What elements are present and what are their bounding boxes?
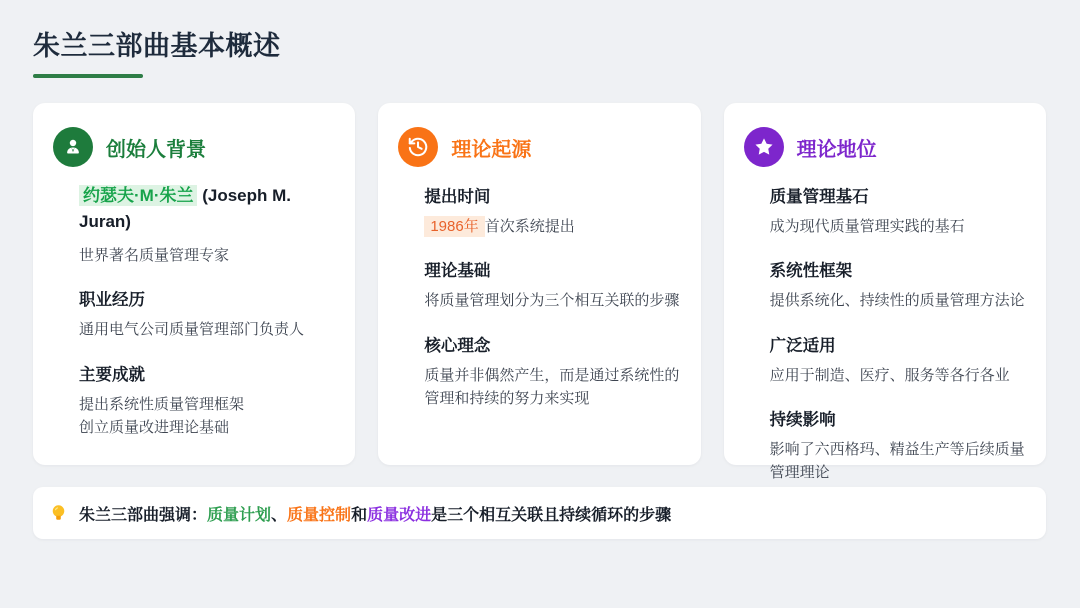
- card-theory-origin: [378, 103, 700, 465]
- card-header: [398, 127, 680, 167]
- section-line: 提供系统化、持续性的质量管理方法论: [769, 292, 1025, 310]
- section-line: 提出系统性质量管理框架: [79, 395, 245, 413]
- year-highlight: 1986年: [424, 216, 484, 237]
- card-title: 理论地位: [796, 138, 877, 161]
- card-theory-status: [724, 103, 1046, 481]
- title-underline: [33, 74, 143, 78]
- section-line: [424, 215, 680, 238]
- footer-suffix: 是三个相互关联且持续循环的步骤: [431, 506, 672, 524]
- card-founder-background: [33, 103, 355, 465]
- section-line: 影响了六西格玛、精益生产等后续质量管理理论: [769, 440, 1025, 481]
- founder-name-highlight: 约瑟夫·M·朱兰: [79, 185, 197, 206]
- section-line: 通用电气公司质量管理部门负责人: [79, 321, 305, 339]
- card-title: 理论起源: [451, 138, 532, 161]
- page-title: 朱兰三部曲基本概述: [33, 31, 281, 61]
- footer-note-bar: [33, 487, 1046, 539]
- footer-term-quality-planning: 质量计划: [207, 506, 272, 524]
- section-heading: 提出时间: [424, 188, 491, 206]
- section-line: 成为现代质量管理实践的基石: [769, 218, 965, 235]
- section-heading: 持续影响: [769, 410, 836, 429]
- footer-prefix: 朱兰三部曲强调：: [79, 506, 208, 524]
- founder-name-line: [79, 183, 335, 234]
- footer-term-quality-improvement: 质量改进: [367, 506, 432, 524]
- year-after-text: 首次系统提出: [484, 218, 575, 235]
- footer-separator: 、: [271, 506, 288, 524]
- card-body: [79, 183, 335, 439]
- footer-conjunction: 和: [351, 506, 368, 524]
- section-heading: 质量管理基石: [769, 188, 869, 206]
- section-line: 创立质量改进理论基础: [79, 418, 230, 436]
- cards-row: [33, 103, 1046, 481]
- card-body: [770, 183, 1026, 484]
- history-icon: [398, 127, 438, 167]
- person-icon: [53, 127, 93, 167]
- section-line: 质量并非偶然产生，而是通过系统性的管理和持续的努力来实现: [424, 366, 680, 407]
- section-heading: 核心理念: [424, 336, 491, 355]
- footer-term-quality-control: 质量控制: [287, 506, 352, 524]
- section-line: 将质量管理划分为三个相互关联的步骤: [424, 292, 680, 310]
- card-header: [744, 127, 1026, 167]
- section-heading: 职业经历: [79, 291, 145, 310]
- footer-text: [79, 502, 671, 525]
- card-body: [424, 183, 680, 410]
- section-heading: 广泛适用: [769, 336, 836, 355]
- section-line: 应用于制造、医疗、服务等各行各业: [769, 366, 1010, 384]
- section-heading: 主要成就: [79, 365, 145, 384]
- star-icon: [744, 127, 784, 167]
- lightbulb-icon: [48, 503, 69, 524]
- section-heading: 系统性框架: [769, 262, 853, 281]
- card-title: 创始人背景: [106, 138, 206, 161]
- founder-name-latin: (Joseph M. Juran): [79, 186, 291, 231]
- founder-name-sub: 世界著名质量管理专家: [79, 247, 230, 264]
- card-header: [53, 127, 335, 167]
- section-heading: 理论基础: [424, 262, 491, 281]
